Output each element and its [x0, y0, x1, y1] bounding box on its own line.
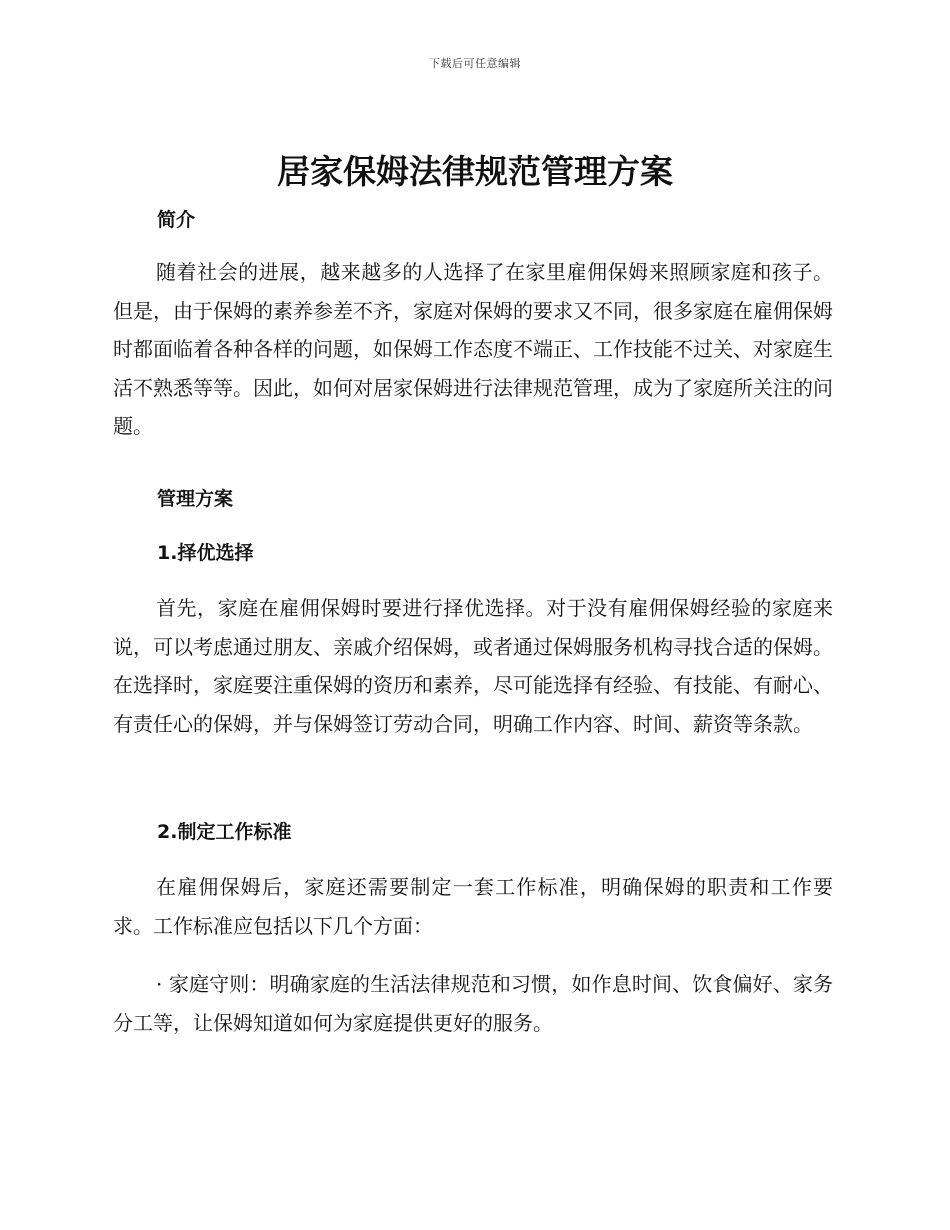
bullet-household-rules: · 家庭守则：明确家庭的生活法律规范和习惯，如作息时间、饮食偏好、家务分工等，让保姆知道如何为家庭提供更好的服务。 [113, 972, 833, 1035]
section-heading-selection: 1.择优选择 [157, 542, 254, 564]
paragraph-standards: 在雇佣保姆后，家庭还需要制定一套工作标准，明确保姆的职责和工作要求。工作标准应包括以下几个方面： [113, 875, 833, 938]
paragraph-selection: 首先，家庭在雇佣保姆时要进行择优选择。对于没有雇佣保姆经验的家庭来说，可以考虑通过朋友、亲戚介绍保姆，或者通过保姆服务机构寻找合适的保姆。在选择时，家庭要注重保姆的资历和素养，尽可能选择有经验、有技能、有耐心、有责任心的保姆，并与保姆签订劳动合同，明确工作内容、时间、薪资等条款。 [113, 596, 833, 736]
paragraph-intro: 随着社会的进展，越来越多的人选择了在家里雇佣保姆来照顾家庭和孩子。但是，由于保姆的素养参差不齐，家庭对保姆的要求又不同，很多家庭在雇佣保姆时都面临着各种各样的问题，如保姆工作态度不端正、工作技能不过关、对家庭生活不熟悉等等。因此，如何对居家保姆进行法律规范管理，成为了家庭所关注的问题。 [113, 260, 833, 438]
section-heading-standards: 2.制定工作标准 [157, 821, 292, 843]
header-note: 下载后可任意编辑 [429, 57, 521, 70]
section-heading-plan: 管理方案 [157, 488, 234, 510]
document-title: 居家保姆法律规范管理方案 [277, 152, 673, 191]
section-heading-intro: 简介 [157, 209, 196, 231]
